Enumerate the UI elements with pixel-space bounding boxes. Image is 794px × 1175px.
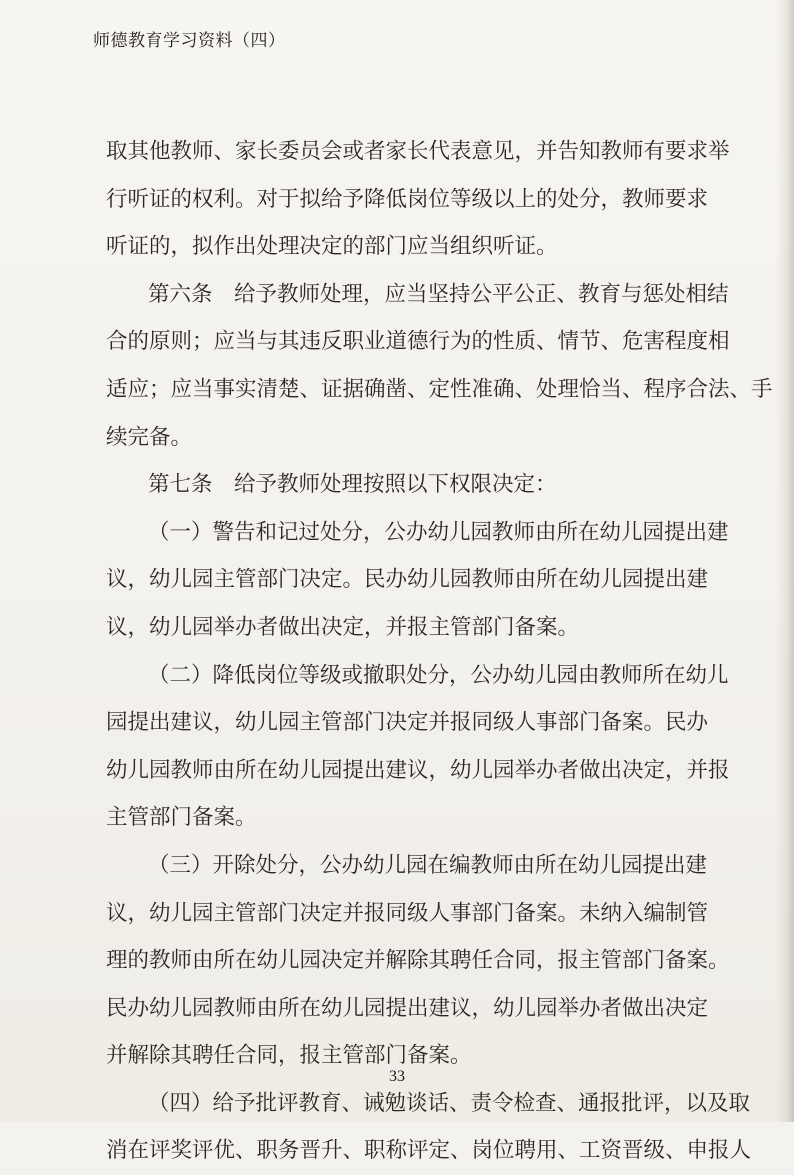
text-line: 消在评奖评优、职务晋升、职称评定、岗位聘用、工资晋级、申报人: [106, 1138, 752, 1164]
running-header: 师德教育学习资料（四）: [93, 31, 286, 51]
text-line: 第七条 给予教师处理按照以下权限决定：: [148, 472, 557, 498]
page-number: 33: [389, 1068, 405, 1085]
paragraph-item-1: [106, 509, 729, 652]
text-line: 议，幼儿园主管部门决定。民办幼儿园教师由所在幼儿园提出建: [106, 567, 709, 593]
paragraph-item-4: [106, 1080, 752, 1175]
text-line: 议，幼儿园主管部门决定并报同级人事部门备案。未纳入编制管: [106, 900, 709, 926]
paragraph-item-2: [106, 652, 730, 842]
body-text: [106, 128, 773, 1175]
paragraph-article-7: [106, 461, 690, 509]
text-line: 并解除其聘任合同，报主管部门备案。: [106, 1043, 472, 1069]
page-edge-shadow: [776, 0, 794, 1122]
text-line: 理的教师由所在幼儿园决定并解除其聘任合同，报主管部门备案。: [106, 948, 730, 974]
text-line: 民办幼儿园教师由所在幼儿园提出建议，幼儿园举办者做出决定: [106, 995, 709, 1021]
text-line: 主管部门备案。: [106, 805, 257, 831]
text-line: 合的原则；应当与其违反职业道德行为的性质、情节、危害程度相: [106, 329, 730, 355]
text-line: 议，幼儿园举办者做出决定，并报主管部门备案。: [106, 614, 580, 640]
text-line: 园提出建议，幼儿园主管部门决定并报同级人事部门备案。民办: [106, 710, 709, 736]
text-line: （二）降低岗位等级或撤职处分，公办幼儿园由教师所在幼儿: [148, 662, 729, 688]
text-line: 取其他教师、家长委员会或者家长代表意见，并告知教师有要求举: [106, 139, 730, 164]
text-line: 续完备。: [106, 424, 193, 450]
text-line: 行听证的权利。对于拟给予降低岗位等级以上的处分，教师要求: [106, 186, 709, 212]
paragraph: [106, 128, 730, 271]
text-line: 第六条 给予教师处理，应当坚持公平公正、教育与惩处相结: [148, 281, 729, 307]
paragraph-article-6: [106, 271, 773, 461]
text-line: 听证的，拟作出处理决定的部门应当组织听证。: [106, 234, 558, 260]
text-line: （一）警告和记过处分，公办幼儿园教师由所在幼儿园提出建: [148, 519, 729, 545]
text-line: （四）给予批评教育、诫勉谈话、责令检查、通报批评，以及取: [148, 1090, 751, 1116]
text-line: 幼儿园教师由所在幼儿园提出建议，幼儿园举办者做出决定，并报: [106, 757, 730, 783]
text-line: 适应；应当事实清楚、证据确凿、定性准确、处理恰当、程序合法、手: [106, 376, 773, 402]
text-line: （三）开除处分，公办幼儿园在编教师由所在幼儿园提出建: [148, 852, 708, 878]
paragraph-item-3: [106, 842, 730, 1080]
